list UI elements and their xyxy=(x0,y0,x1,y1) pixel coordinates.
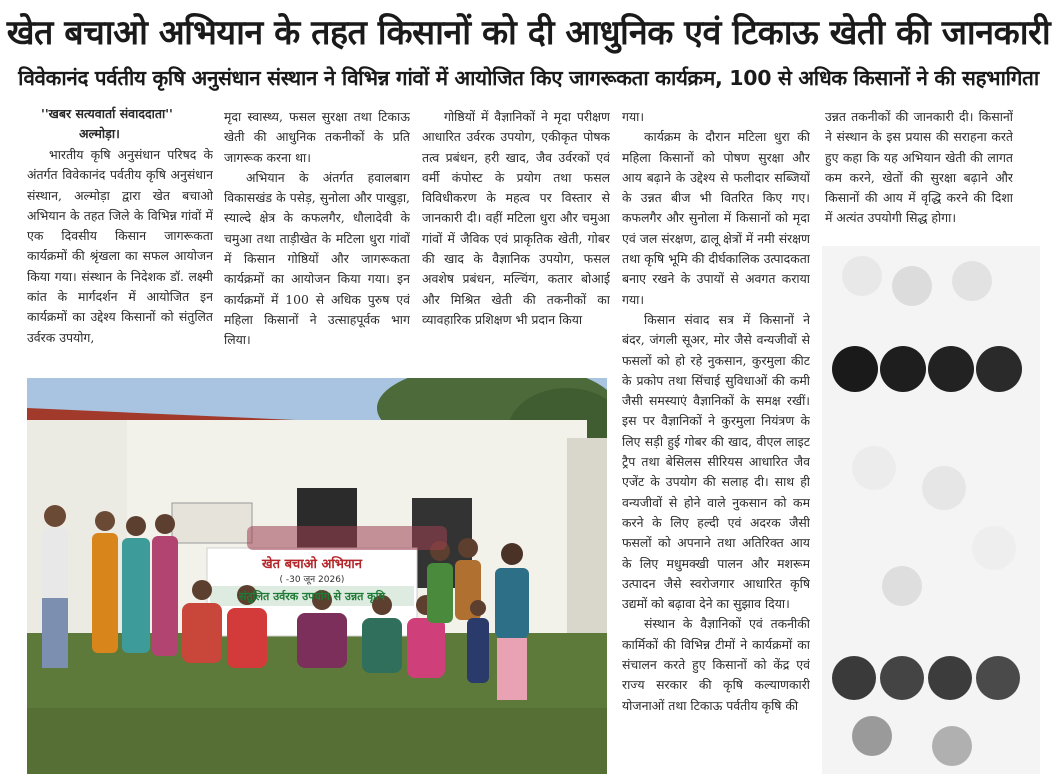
article-column-3 xyxy=(422,107,610,375)
article-column-2 xyxy=(224,107,410,375)
photo-illustration xyxy=(27,378,607,774)
byline: ''खबर सत्यवार्ता संवाददाता'' xyxy=(41,106,173,121)
article-column-4 xyxy=(622,107,810,773)
paragraph: गया। xyxy=(622,109,645,124)
paragraph: भारतीय कृषि अनुसंधान परिषद के अंतर्गत विवेकानंद पर्वतीय कृषि अनुसंधान संस्थान, अल्मोड़ा द्वारा खेत बचाओ अभियान के तहत जिले के विभिन्न गांवों में एक दिवसीय किसान जागरूकता कार्यक्रमों की श्रृंखला का सफल आयोजन किया गया। संस्थान के निदेशक डॉ. लक्ष्मी कांत के मार्गदर्शन में आयोजित इन कार्यक्रमों का उद्देश्य किसानों को संतुलित उर्वरक उपयोग, xyxy=(27,147,213,345)
paragraph: गोष्ठियों में वैज्ञानिकों ने मृदा परीक्षण आधारित उर्वरक उपयोग, एकीकृत पोषक तत्व प्रबंधन, हरी खाद, जैव उर्वरकों एवं वर्मी कंपोस्ट के प्रयोग तथा फसल विविधीकरण के महत्व पर विस्तार से जानकारी दी। वहीं मटिला धुरा और चमुआ गांवों में जैविक एवं प्राकृतिक खेती, गोबर की खाद के वैज्ञानिक उपयोग, फसल अवशेष प्रबंधन, मल्चिंग, कतार बोआई और मिश्रित खेती की तकनीकों का व्यावहारिक प्रशिक्षण भी प्रदान किया xyxy=(422,109,610,327)
paragraph: अभियान के अंतर्गत हवालबाग विकासखंड के पसेड़, सुनोला और पाखुड़ा, स्याल्दे क्षेत्र के कफलगैर, धौलादेवी के चमुआ तथा ताड़ीखेत के मटिला धुरा गांवों में किसान गोष्ठियों और जागरूकता कार्यक्रमों का आयोजन किया गया। इन कार्यक्रमों में 100 से अधिक पुरुष एवं महिला किसानों ने उत्साहपूर्वक भाग लिया। xyxy=(224,169,410,348)
dateline: अल्मोड़ा। xyxy=(79,126,120,141)
banner-date: ( -30 जून 2026) xyxy=(279,575,345,585)
article-column-5 xyxy=(825,107,1013,247)
obscured-region xyxy=(822,246,1040,774)
article-column-1 xyxy=(27,105,213,375)
banner-title: खेत बचाओ अभियान xyxy=(262,557,362,572)
subheadline: विवेकानंद पर्वतीय कृषि अनुसंधान संस्थान ने विभिन्न गांवों में आयोजित किए जागरूकता कार्यक्रम, 100 से अधिक किसानों ने की सहभागिता xyxy=(18,66,1039,90)
paragraph: कार्यक्रम के दौरान मटिला धुरा की महिला किसानों को पोषण सुरक्षा और आय बढ़ाने के उद्देश्य से फलीदार सब्जियों के उन्नत बीज भी वितरित किए गए। कफलगैर और सुनोला में किसानों को मृदा एवं जल संरक्षण, ढालू क्षेत्रों में नमी संरक्षण तथा कृषि भूमि की दीर्घकालिक उत्पादकता बनाए रखने के उपायों से अवगत कराया गया। xyxy=(622,129,810,307)
paragraph: उन्नत तकनीकों की जानकारी दी। किसानों ने संस्थान के इस प्रयास की सराहना करते हुए कहा कि यह अभियान खेती की लागत कम करने, खेतों की सुरक्षा बढ़ाने और किसानों की आय में वृद्धि करने की दिशा में अत्यंत उपयोगी सिद्ध होगा। xyxy=(825,109,1013,226)
paragraph: मृदा स्वास्थ्य, फसल सुरक्षा तथा टिकाऊ खेती की आधुनिक तकनीकों के प्रति जागरूक करना था। xyxy=(224,109,410,165)
paragraph: संस्थान के वैज्ञानिकों एवं तकनीकी कार्मिकों की विभिन्न टीमों ने कार्यक्रमों का संचालन करते हुए किसानों को केंद्र एवं राज्य सरकार की कृषि कल्याणकारी योजनाओं तथा टिकाऊ पर्वतीय कृषि की xyxy=(622,616,810,713)
paragraph: किसान संवाद सत्र में किसानों ने बंदर, जंगली सूअर, मोर जैसे वन्यजीवों से फसलों को हो रहे नुकसान, कुरमुला कीट के प्रकोप तथा सिंचाई सुविधाओं की कमी जैसी समस्याएं वैज्ञानिकों के समक्ष रखीं। इस पर वैज्ञानिकों ने कुरमुला नियंत्रण के लिए सड़ी हुई गोबर की खाद, वीएल लाइट ट्रैप तथा बेसिलस सीरियस आधारित जैव एजेंट के उपयोग की सलाह दी। साथ ही वन्यजीवों से होने वाले नुकसान को कम करने के लिए हल्दी एवं अदरक जैसी फसलों को अपनाने तथा अतिरिक्त आय के लिए मधुमक्खी पालन और मशरूम उत्पादन जैसे स्वरोजगार आधारित कृषि उद्यमों को बढ़ावा देने का सुझाव दिया। xyxy=(622,311,810,612)
banner-line: संतुलित उर्वरक उपयोग से उन्नत कृषि xyxy=(239,590,385,603)
news-photo xyxy=(27,378,607,774)
headline: खेत बचाओ अभियान के तहत किसानों को दी आधुनिक एवं टिकाऊ खेती की जानकारी xyxy=(6,13,1051,53)
